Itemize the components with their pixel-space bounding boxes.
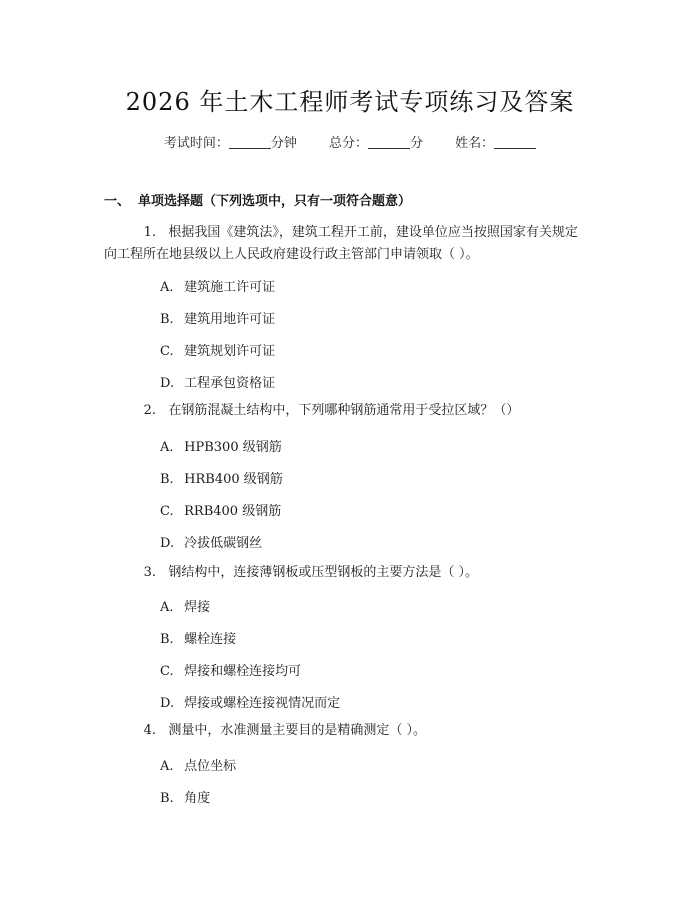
question-3: [104, 562, 604, 584]
option-letter: A.: [160, 440, 174, 455]
option-text: 螺栓连接: [184, 632, 237, 647]
question-2-line1: [104, 400, 604, 422]
option-text: HPB300 级钢筋: [184, 440, 282, 455]
exam-time: [164, 132, 297, 151]
option-letter: C.: [160, 504, 174, 519]
question-4-text: 测量中，水准测量主要目的是精确测定（ ）。: [168, 723, 427, 738]
option-letter: B.: [160, 791, 174, 806]
option-letter: D.: [160, 696, 175, 711]
option-2d: [160, 532, 262, 551]
option-letter: B.: [160, 632, 174, 647]
option-3b: [160, 628, 236, 647]
option-text: 焊接: [184, 600, 211, 615]
total-score: [329, 132, 423, 151]
total-score-unit: 分: [410, 136, 424, 151]
question-4-number: 4.: [143, 723, 156, 738]
option-text: 建筑规划许可证: [184, 344, 276, 359]
option-text: RRB400 级钢筋: [184, 504, 282, 519]
option-text: 焊接和螺栓连接均可: [184, 664, 302, 679]
section-title: 单项选择题（下列选项中，只有一项符合题意）: [138, 194, 412, 209]
question-2: [104, 400, 604, 422]
option-3d: [160, 692, 340, 711]
option-2c: [160, 500, 281, 519]
question-1-text: 根据我国《建筑法》，建筑工程开工前，建设单位应当按照国家有关规定: [168, 225, 578, 240]
option-4b: [160, 787, 210, 806]
option-2a: [160, 436, 282, 455]
student-name: [455, 132, 536, 151]
question-1: [104, 222, 604, 266]
option-letter: A.: [160, 759, 174, 774]
question-1-line1: [104, 222, 604, 244]
option-letter: C.: [160, 344, 174, 359]
exam-time-unit: 分钟: [270, 136, 297, 151]
option-3a: [160, 596, 210, 615]
option-letter: A.: [160, 280, 174, 295]
option-text: 点位坐标: [184, 759, 237, 774]
exam-meta: [0, 132, 700, 151]
option-1d: [160, 372, 275, 391]
section-number: 一、: [104, 194, 131, 209]
student-name-label: 姓名：: [455, 136, 495, 151]
option-letter: A.: [160, 600, 174, 615]
option-2b: [160, 468, 283, 487]
option-text: 建筑施工许可证: [184, 280, 276, 295]
question-1-line2: 向工程所在地县级以上人民政府建设行政主管部门申请领取（ ）。: [104, 247, 479, 262]
question-3-text: 钢结构中，连接薄钢板或压型钢板的主要方法是（ ）。: [168, 565, 479, 580]
question-4: [104, 720, 604, 742]
question-2-number: 2.: [143, 403, 156, 418]
option-text: 冷拔低碳钢丝: [184, 536, 263, 551]
option-text: 建筑用地许可证: [184, 312, 276, 327]
student-name-blank: [494, 136, 536, 149]
option-letter: D.: [160, 536, 175, 551]
option-text: 工程承包资格证: [184, 376, 276, 391]
option-letter: D.: [160, 376, 175, 391]
option-3c: [160, 660, 301, 679]
question-3-number: 3.: [143, 565, 156, 580]
exam-time-label: 考试时间：: [163, 136, 229, 151]
question-2-text: 在钢筋混凝土结构中，下列哪种钢筋通常用于受拉区域？（）: [168, 403, 520, 418]
option-1c: [160, 340, 275, 359]
option-letter: B.: [160, 312, 174, 327]
exam-time-blank: [229, 136, 271, 149]
question-4-line1: [104, 720, 604, 742]
option-text: 角度: [184, 791, 211, 806]
option-letter: B.: [160, 472, 174, 487]
section-heading: [104, 190, 411, 209]
option-text: HRB400 级钢筋: [184, 472, 283, 487]
question-1-number: 1.: [143, 225, 156, 240]
question-3-line1: [104, 562, 604, 584]
option-1a: [160, 276, 275, 295]
total-score-blank: [368, 136, 410, 149]
total-score-label: 总分：: [328, 136, 368, 151]
option-text: 焊接或螺栓连接视情况而定: [184, 696, 341, 711]
option-4a: [160, 755, 236, 774]
document-title: 2026 年土木工程师考试专项练习及答案: [125, 88, 575, 116]
option-letter: C.: [160, 664, 174, 679]
option-1b: [160, 308, 275, 327]
